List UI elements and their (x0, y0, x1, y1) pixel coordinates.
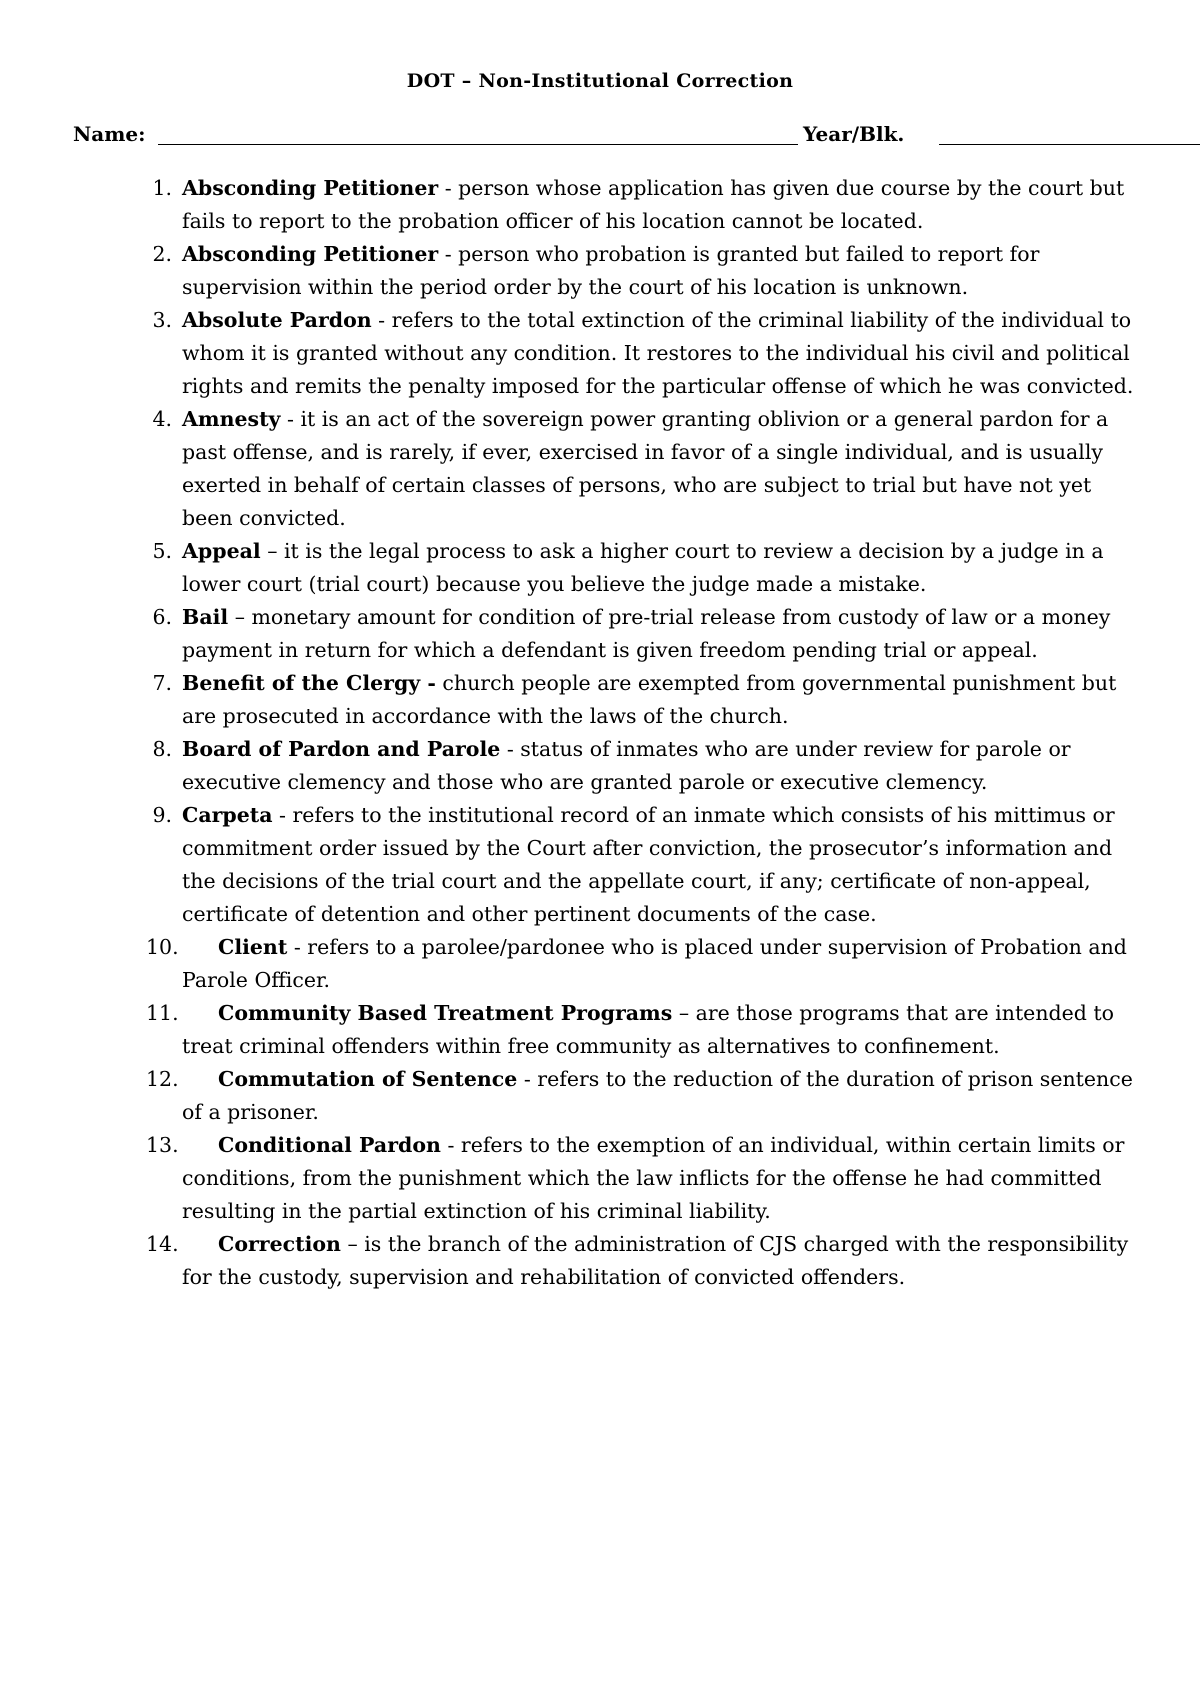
term-definition: person whose application has given due course by the court but fails to report to the probation officer of his location cannot be located. (182, 176, 1125, 233)
term-list-item (0, 601, 1200, 667)
year-block-label: Year/Blk. (803, 122, 905, 146)
term-list-item (0, 931, 1200, 997)
term-separator: - (500, 737, 521, 761)
term-heading: Absolute Pardon (182, 308, 372, 332)
term-definition: church people are exempted from governmental punishment but are prosecuted in accordance with the laws of the church. (182, 671, 1117, 728)
term-number: 1. (152, 176, 172, 200)
term-number: 14. (146, 1232, 179, 1256)
term-definition: it is the legal process to ask a higher court to review a decision by a judge in a lower court (trial court) because you believe the judge made a mistake. (182, 539, 1104, 596)
term-definition: monetary amount for condition of pre-trial release from custody of law or a money payment in return for which a defendant is given freedom pending trial or appeal. (182, 605, 1111, 662)
term-definition: refers to a parolee/pardonee who is placed under supervision of Probation and Parole Officer. (182, 935, 1127, 992)
term-heading: Conditional Pardon (218, 1133, 441, 1157)
term-separator: - (438, 242, 459, 266)
term-heading: Client (218, 935, 288, 959)
term-number: 10. (146, 935, 179, 959)
term-list-item (0, 667, 1200, 733)
term-definition: person who probation is granted but failed to report for supervision within the period order by the court of his location is unknown. (182, 242, 1040, 299)
term-heading: Benefit of the Clergy - (182, 671, 436, 695)
term-heading: Appeal (182, 539, 261, 563)
year-block-blank-line (939, 144, 1200, 145)
term-number: 9. (152, 803, 172, 827)
term-definition: refers to the total extinction of the criminal liability of the individual to whom it is granted without any condition. It restores to the individual his civil and political rights and remits the penalty imposed for the particular offense of which he was convicted. (182, 308, 1134, 398)
term-list-item (0, 238, 1200, 304)
term-definition: status of inmates who are under review for parole or executive clemency and those who are granted parole or executive clemency. (182, 737, 1071, 794)
term-list-item (0, 172, 1200, 238)
term-heading: Amnesty (182, 407, 281, 431)
term-definition: it is an act of the sovereign power granting oblivion or a general pardon for a past offense, and is rarely, if ever, exercised in favor of a single individual, and is usually exerted in behalf of certain classes of persons, who are subject to trial but have not yet been convicted. (182, 407, 1109, 530)
term-heading: Absconding Petitioner (182, 242, 439, 266)
term-separator: – (672, 1001, 696, 1025)
term-separator: - (440, 1133, 461, 1157)
term-heading: Commutation of Sentence (218, 1067, 518, 1091)
name-year-row (73, 122, 1133, 150)
term-list-item (0, 1228, 1200, 1294)
term-list-item (0, 1063, 1200, 1129)
term-heading: Community Based Treatment Programs (218, 1001, 673, 1025)
term-separator: - (280, 407, 301, 431)
term-list-item (0, 733, 1200, 799)
term-separator: – (340, 1232, 365, 1256)
term-definition: refers to the institutional record of an inmate which consists of his mittimus or commitment order issued by the Court after conviction, the prosecutor’s information and the decisions of the trial court and the appellate court, if any; certificate of non-appeal, certificate of detention and other pertinent documents of the case. (182, 803, 1115, 926)
term-separator: - (272, 803, 293, 827)
name-label: Name: (73, 122, 146, 146)
term-heading: Absconding Petitioner (182, 176, 439, 200)
term-list-item (0, 1129, 1200, 1228)
term-definition: are those programs that are intended to treat criminal offenders within free community as alternatives to confinement. (182, 1001, 1114, 1058)
term-separator: - (287, 935, 308, 959)
term-number: 4. (152, 407, 172, 431)
term-heading: Board of Pardon and Parole (182, 737, 501, 761)
term-list-item (0, 997, 1200, 1063)
term-list-item (0, 535, 1200, 601)
term-number: 6. (152, 605, 172, 629)
term-separator: - (438, 176, 459, 200)
term-separator: - (517, 1067, 538, 1091)
name-blank-line (158, 144, 798, 145)
term-number: 12. (146, 1067, 179, 1091)
term-separator: - (371, 308, 392, 332)
term-number: 11. (146, 1001, 179, 1025)
term-definition: is the branch of the administration of CJS charged with the responsibility for the custody, supervision and rehabilitation of convicted offenders. (182, 1232, 1129, 1289)
terms-list (0, 172, 1200, 1294)
term-separator: – (228, 605, 252, 629)
term-number: 3. (152, 308, 172, 332)
term-number: 2. (152, 242, 172, 266)
term-number: 8. (152, 737, 172, 761)
term-definition: refers to the exemption of an individual, within certain limits or conditions, from the punishment which the law inflicts for the offense he had committed resulting in the partial extinction of his criminal liability. (182, 1133, 1125, 1223)
term-list-item (0, 403, 1200, 535)
term-heading: Carpeta (182, 803, 273, 827)
term-separator: – (260, 539, 284, 563)
document-title: DOT – Non-Institutional Correction (406, 70, 794, 92)
term-number: 13. (146, 1133, 179, 1157)
term-list-item (0, 799, 1200, 931)
term-number: 5. (152, 539, 172, 563)
term-heading: Correction (218, 1232, 341, 1256)
term-definition: refers to the reduction of the duration of prison sentence of a prisoner. (182, 1067, 1133, 1124)
term-number: 7. (152, 671, 172, 695)
term-list-item (0, 304, 1200, 403)
term-heading: Bail (182, 605, 229, 629)
